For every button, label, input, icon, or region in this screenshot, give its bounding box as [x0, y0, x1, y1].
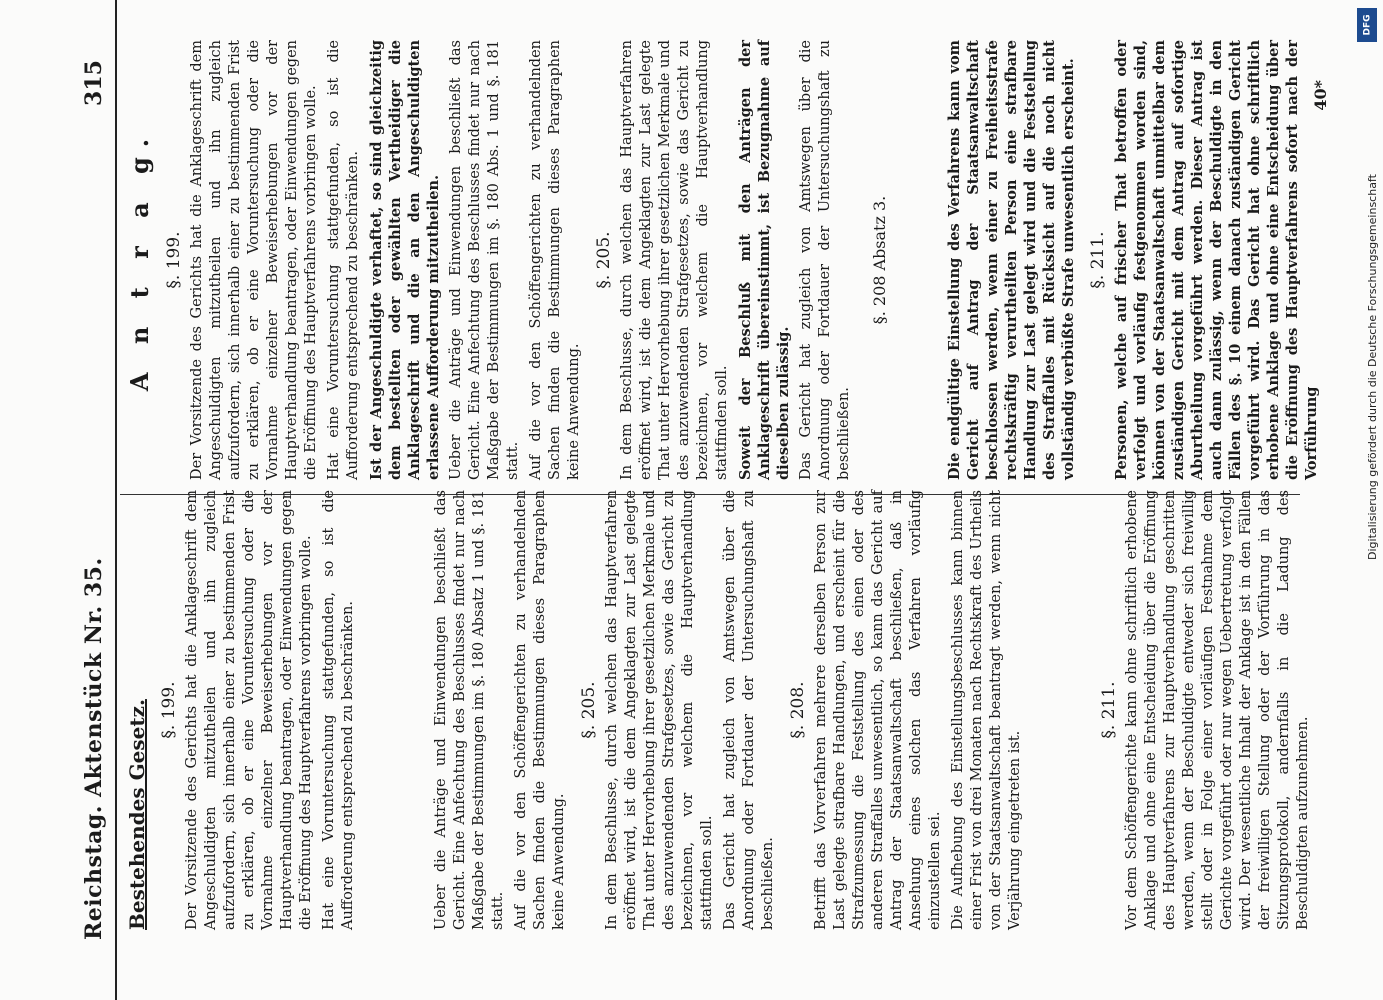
section-head: §. 205. [594, 231, 614, 289]
left-column-title: Bestehendes Gesetz. [125, 699, 149, 930]
paragraph-amendment: Personen, welche auf frischer That betroffen oder verfolgt und vorläufig festgenommen worden sind, können von der Staatsanwaltschaft unmittelbar dem zuständigen Gericht mit dem Antrag auf sofortige Aburtheilung vorgeführt werden. Dieser Antrag ist auch dann zulässig, wenn der Beschuldigte in den Fällen des §. 10 einem danach zuständigen Gericht vorgeführt wird. Das Gericht hat ohne schriftlich erhobene Anklage und ohne eine Entscheidung über die Eröffnung des Hauptverfahrens sofort nach der Vorführung [1113, 40, 1320, 480]
paragraph: Die Aufhebung des Einstellungsbeschlusses kann binnen einer Frist von drei Monaten nach Rechtskraft des Urtheils von der Staatsanwaltschaft beantragt werden, wenn nicht Verjährung eingetreten ist. [950, 490, 1023, 930]
paragraph: Der Vorsitzende des Gerichts hat die Anklageschrift dem Angeschuldigten mitzutheilen und ihn zugleich aufzufordern, sich innerhalb einer zu bestimmenden Frist zu erklären, ob er eine Voruntersuchung oder die Vornahme einzelner Beweiserhebungen vor der Hauptverhandlung beantragen, oder Einwendungen gegen die Eröffnung des Hauptverfahrens vorbringen wolle. [184, 490, 314, 930]
paragraph: Der Vorsitzende des Gerichts hat die Anklageschrift dem Angeschuldigten mitzutheilen und ihn zugleich aufzufordern, sich innerhalb einer zu bestimmenden Frist zu erklären, ob er eine Voruntersuchung oder die Vornahme einzelner Beweiserhebungen vor der Hauptverhandlung beantragen, oder Einwendungen gegen die Eröffnung des Hauptverfahrens vorbringen wolle. [189, 40, 319, 480]
paragraph: In dem Beschlusse, durch welchen das Hauptverfahren eröffnet wird, ist die dem Angeklagten zur Last gelegte That unter Hervorhebung ihrer gesetzlichen Merkmale und des anzuwendenden Strafgesetzes, sowie das Gericht zu bezeichnen, vor welchem die Hauptverhandlung stattfinden soll. [619, 40, 730, 480]
page-header [75, 0, 117, 1000]
paragraph: Vor dem Schöffengerichte kann ohne schriftlich erhobene Anklage und ohne eine Entscheidung über die Eröffnung des Hauptverfahrens zur Hauptverhandlung geschritten werden, wenn der Beschuldigte entweder sich freiwillig stellt oder in Folge einer vorläufigen Festnahme dem Gerichte vorgeführt oder nur wegen Uebertretung verfolgt wird. Der wesentliche Inhalt der Anklage ist in den Fällen der freiwilligen Stellung oder der Vorführung in das Sitzungsprotokoll, andernfalls in die Ladung des Beschuldigten aufzunehmen. [1124, 490, 1311, 930]
paragraph: Auf die vor den Schöffengerichten zu verhandelnden Sachen finden die Bestimmungen dieses Paragraphen keine Anwendung. [513, 490, 567, 930]
header-title: Reichstag. Aktenstück Nr. 35. [81, 557, 107, 940]
rotated-document-page [20, 0, 1360, 1000]
section-head: §. 211. [1088, 231, 1108, 289]
paragraph-amendment: Ist der Angeschuldigte verhaftet, so sind gleichzeitig dem bestellten oder gewählten Vertheidiger die Anklageschrift und die an den Angeschuldigten erlassene Aufforderung mitzutheilen. [368, 40, 442, 480]
paragraph: Betrifft das Vorverfahren mehrere derselben Person zur Last gelegte strafbare Handlungen, und erscheint für die Strafzumessung die Feststellung des einen oder des anderen Straffalles unwesentlich, so kann das Gericht auf Antrag der Staatsanwaltschaft beschließen, daß in Ansehung eines solchen das Verfahren vorläufig einzustellen sei. [813, 490, 943, 930]
paragraph-amendment: Soweit der Beschluß mit den Anträgen der Anklageschrift übereinstimmt, ist Bezugnahme auf dieselben zulässig. [737, 40, 792, 480]
section-head: §. 211. [1099, 681, 1119, 739]
digitization-credit: Digitalisierung gefördert durch die Deutsche Forschungsgemeinschaft [1366, 174, 1379, 560]
section-head: §. 208. [788, 681, 808, 739]
section-head: §. 199. [159, 681, 179, 739]
paragraph: Das Gericht hat zugleich von Amtswegen über die Anordnung oder Fortdauer der Untersuchungshaft zu beschließen. [798, 40, 852, 480]
section-head: §. 199. [164, 231, 184, 289]
paragraph: Das Gericht hat zugleich von Amtswegen über die Anordnung oder Fortdauer der Untersuchungshaft zu beschließen. [722, 490, 776, 930]
paragraph: Auf die vor den Schöffengerichten zu verhandelnden Sachen finden die Bestimmungen dieses Paragraphen keine Anwendung. [528, 40, 582, 480]
paragraph: In dem Beschlusse, durch welchen das Hauptverfahren eröffnet wird, ist die dem Angeklagten zur Last gelegte That unter Hervorhebung ihrer gesetzlichen Merkmale und des anzuwendenden Strafgesetzes, sowie das Gericht zu bezeichnen, vor welchem die Hauptverhandlung stattfinden soll. [604, 490, 715, 930]
left-column [125, 490, 1317, 930]
page-number: 315 [81, 60, 107, 106]
paragraph: Hat eine Voruntersuchung stattgefunden, so ist die Aufforderung entsprechend zu beschränken. [321, 490, 356, 930]
right-column-title: A n t r a g. [125, 128, 154, 392]
dfg-logo: DFG [1357, 8, 1377, 42]
paragraph: Ueber die Anträge und Einwendungen beschließt das Gericht. Eine Anfechtung des Beschlusses findet nur nach Maßgabe der Bestimmungen im §. 180 Abs. 1 und §. 181 statt. [448, 40, 521, 480]
section-head: §. 205. [579, 681, 599, 739]
paragraph: Ueber die Anträge und Einwendungen beschließt das Gericht. Eine Anfechtung des Beschlusses findet nur nach Maßgabe der Bestimmungen im §. 180 Absatz 1 und §. 181 statt. [433, 490, 506, 930]
paragraph: Hat eine Voruntersuchung stattgefunden, so ist die Aufforderung entsprechend zu beschränken. [326, 40, 361, 480]
signature-mark: 40* [1311, 80, 1330, 111]
section-reference: §. 208 Absatz 3. [870, 195, 889, 325]
right-column [125, 40, 1325, 480]
paragraph-amendment: Die endgültige Einstellung des Verfahrens kann vom Gericht auf Antrag der Staatsanwaltschaft beschlossen werden, wenn einer zu Freiheitsstrafe rechtskräftig verurtheilten Person eine strafbare Handlung zur Last gelegt wird und die Feststellung des Straffalles mit Rücksicht auf die noch nicht vollständig verbüßte Strafe unwesentlich erscheint. [946, 40, 1077, 480]
